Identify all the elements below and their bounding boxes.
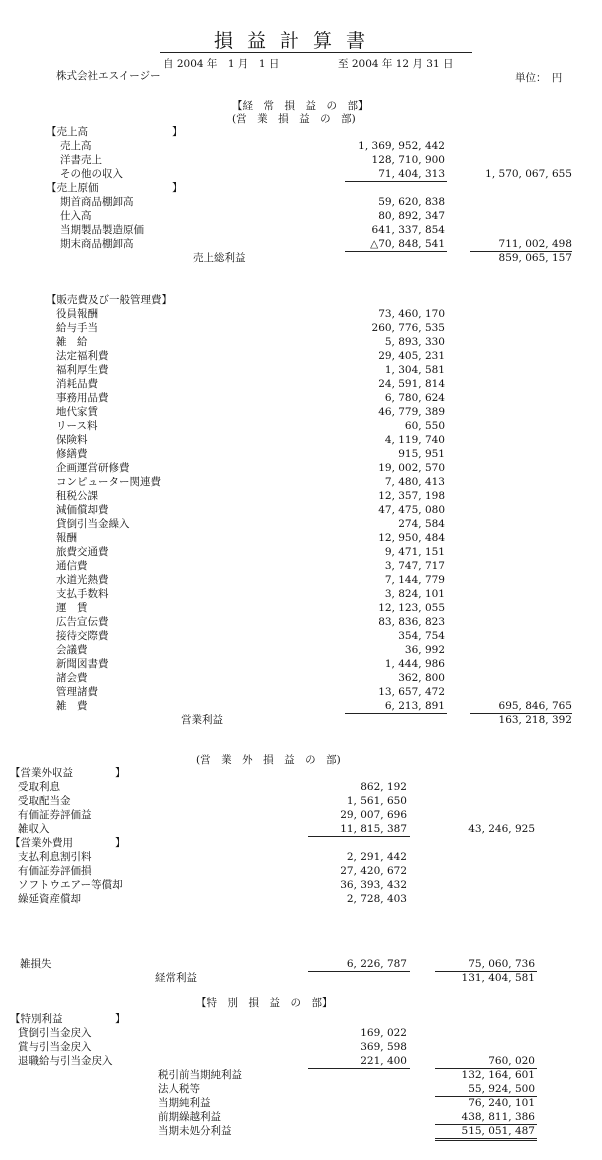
special-gain-value: 369, 598	[360, 1041, 407, 1053]
sales-value: 128, 710, 900	[371, 154, 445, 166]
operating-heading: (営 業 損 益 の 部)	[232, 113, 356, 125]
non-op-income-head: 【営業外収益 】	[10, 767, 126, 779]
sga-label: 支払手数料	[56, 588, 109, 600]
sga-value: 46, 779, 389	[378, 406, 445, 418]
sga-label: 広告宣伝費	[56, 616, 109, 628]
non-op-income-total: 43, 246, 925	[468, 823, 535, 835]
sga-subtotal-line	[345, 713, 447, 714]
sga-value: 12, 123, 055	[378, 602, 445, 614]
non-op-income-label: 有価証券評価益	[18, 809, 92, 821]
non-op-income-value: 29, 007, 696	[340, 809, 407, 821]
summary-label: 当期純利益	[158, 1097, 211, 1109]
non-op-income-label: 受取利息	[18, 781, 60, 793]
sga-value: 19, 002, 570	[378, 462, 445, 474]
sga-label: 企画運営研修費	[56, 462, 130, 474]
sga-label: 雑 費	[56, 700, 88, 712]
sga-value: 60, 550	[404, 420, 445, 432]
sga-value: 29, 405, 231	[378, 350, 445, 362]
sga-label: 会議費	[56, 644, 88, 656]
special-gain-total: 760, 020	[488, 1055, 535, 1067]
non-op-income-label: 雑収入	[18, 823, 50, 835]
final-double-underline	[435, 1138, 537, 1141]
special-gain-subtotal-line	[308, 1068, 410, 1069]
sga-value: 274, 584	[398, 518, 445, 530]
sga-label: 報酬	[56, 532, 77, 544]
summary-value: 438, 811, 386	[461, 1111, 535, 1123]
sga-label: 運 賃	[56, 602, 88, 614]
sga-label: 通信費	[56, 560, 88, 572]
sga-label: 福利厚生費	[56, 364, 109, 376]
special-gain-label: 貸倒引当金戻入	[18, 1027, 92, 1039]
cogs-label: 期首商品棚卸高	[60, 196, 134, 208]
cogs-label: 仕入高	[60, 210, 92, 222]
sga-value: 354, 754	[398, 630, 445, 642]
non-op-expense-label: 有価証券評価損	[18, 865, 92, 877]
special-gain-label: 賞与引当金戻入	[18, 1041, 92, 1053]
special-heading: 【特 別 損 益 の 部】	[196, 997, 333, 1009]
summary-label: 当期未処分利益	[158, 1125, 232, 1137]
special-gain-value: 221, 400	[360, 1055, 407, 1067]
sga-label: 給与手当	[56, 322, 98, 334]
cogs-value: 59, 620, 838	[378, 196, 445, 208]
sga-value: 47, 475, 080	[378, 504, 445, 516]
non-op-income-value: 1, 561, 650	[346, 795, 407, 807]
sales-value: 71, 404, 313	[378, 168, 445, 180]
sga-label: 貸倒引当金繰入	[56, 518, 130, 530]
special-gain-value: 169, 022	[360, 1027, 407, 1039]
non-op-expense-head: 【営業外費用 】	[10, 837, 126, 849]
summary-label: 前期繰越利益	[158, 1111, 221, 1123]
sga-label: 消耗品費	[56, 378, 98, 390]
period-from: 自 2004 年 1 月 1 日	[163, 58, 280, 70]
sga-value: 4, 119, 740	[384, 434, 445, 446]
sga-label: 保険料	[56, 434, 88, 446]
sga-label: 役員報酬	[56, 308, 98, 320]
ordinary-profit-label: 経常利益	[155, 972, 197, 984]
sga-value: 12, 950, 484	[378, 532, 445, 544]
non-op-expense-total: 75, 060, 736	[468, 958, 535, 970]
operating-profit-label: 営業利益	[181, 714, 223, 726]
gross-profit-label: 売上総利益	[193, 252, 246, 264]
company-name: 株式会社エスイージー	[56, 70, 161, 82]
sga-value: 24, 591, 814	[378, 378, 445, 390]
non-op-expense-value: 36, 393, 432	[340, 879, 407, 891]
special-gain-head: 【特別利益 】	[10, 1013, 126, 1025]
sales-total: 1, 570, 067, 655	[485, 168, 572, 180]
sga-label: 諸会費	[56, 672, 88, 684]
sga-value: 6, 213, 891	[384, 700, 445, 712]
cogs-value: 641, 337, 854	[371, 224, 445, 236]
sga-label: 修繕費	[56, 448, 88, 460]
sga-value: 12, 357, 198	[378, 490, 445, 502]
misc-loss-value: 6, 226, 787	[346, 958, 407, 970]
cogs-total: 711, 002, 498	[498, 238, 572, 250]
sga-label: 接待交際費	[56, 630, 109, 642]
ordinary-heading: 【経 常 損 益 の 部】	[232, 100, 369, 112]
title-underline	[160, 52, 472, 53]
non-op-expense-label: 支払利息割引料	[18, 851, 92, 863]
sga-value: 73, 460, 170	[378, 308, 445, 320]
sga-section-head: 【販売費及び一般管理費】	[46, 294, 172, 306]
non-op-expense-value: 2, 291, 442	[346, 851, 407, 863]
sga-label: 水道光熱費	[56, 574, 109, 586]
non-op-income-value: 11, 815, 387	[340, 823, 407, 835]
non-op-income-value: 862, 192	[360, 781, 407, 793]
summary-value: 55, 924, 500	[468, 1083, 535, 1095]
cogs-label: 当期製品製造原価	[60, 224, 144, 236]
sga-value: 6, 780, 624	[384, 392, 445, 404]
unit-label: 単位： 円	[515, 72, 563, 84]
non-op-expense-label: 繰延資産償却	[18, 893, 81, 905]
sga-value: 260, 776, 535	[371, 322, 445, 334]
sales-label: その他の収入	[60, 168, 123, 180]
ordinary-profit-value: 131, 404, 581	[461, 972, 535, 984]
misc-loss-label: 雑損失	[20, 958, 52, 970]
sga-label: 減価償却費	[56, 504, 109, 516]
sga-label: 事務用品費	[56, 392, 109, 404]
cogs-value: 80, 892, 347	[378, 210, 445, 222]
sga-label: 管理諸費	[56, 686, 98, 698]
sga-label: 法定福利費	[56, 350, 109, 362]
sga-value: 7, 144, 779	[384, 574, 445, 586]
non-op-expense-label: ソフトウエアー等償却	[18, 879, 123, 891]
sga-label: 雑 給	[56, 336, 88, 348]
summary-value: 515, 051, 487	[461, 1125, 535, 1137]
sga-value: 1, 304, 581	[384, 364, 445, 376]
summary-label: 税引前当期純利益	[158, 1069, 242, 1081]
cogs-section-head: 【売上原価 】	[46, 182, 183, 194]
sga-total: 695, 846, 765	[498, 700, 572, 712]
cogs-label: 期末商品棚卸高	[60, 238, 134, 250]
sga-value: 36, 992	[404, 644, 445, 656]
sga-label: 新聞図書費	[56, 658, 109, 670]
sga-value: 13, 657, 472	[378, 686, 445, 698]
sga-label: 地代家賃	[56, 406, 98, 418]
sga-value: 9, 471, 151	[384, 546, 445, 558]
non-operating-heading: (営 業 外 損 益 の 部)	[196, 754, 341, 766]
special-gain-label: 退職給与引当金戻入	[18, 1055, 113, 1067]
non-op-expense-value: 2, 728, 403	[346, 893, 407, 905]
sga-value: 915, 951	[398, 448, 445, 460]
sales-label: 洋書売上	[60, 154, 102, 166]
sga-label: リース料	[56, 420, 98, 432]
sga-label: コンピューター関連費	[56, 476, 161, 488]
sales-value: 1, 369, 952, 442	[358, 140, 445, 152]
summary-value: 76, 240, 101	[468, 1097, 535, 1109]
sga-value: 3, 824, 101	[384, 588, 445, 600]
sales-section-head: 【売上高 】	[46, 126, 183, 138]
sga-value: 5, 893, 330	[384, 336, 445, 348]
operating-profit-value: 163, 218, 392	[498, 714, 572, 726]
summary-value: 132, 164, 601	[461, 1069, 535, 1081]
sga-value: 7, 480, 413	[384, 476, 445, 488]
sales-subtotal-line	[345, 181, 447, 182]
non-op-expense-subtotal-line	[308, 971, 410, 972]
sga-label: 租税公課	[56, 490, 98, 502]
sga-value: 362, 800	[398, 672, 445, 684]
sga-value: 83, 836, 823	[378, 616, 445, 628]
period-to: 至 2004 年 12 月 31 日	[338, 58, 454, 70]
cogs-value: △70, 848, 541	[370, 238, 445, 250]
cogs-subtotal-line	[345, 251, 447, 252]
summary-label: 法人税等	[158, 1083, 200, 1095]
page-title: 損益計算書	[214, 30, 380, 52]
non-op-expense-value: 27, 420, 672	[340, 865, 407, 877]
sga-value: 3, 747, 717	[384, 560, 445, 572]
sales-label: 売上高	[60, 140, 92, 152]
non-op-income-label: 受取配当金	[18, 795, 71, 807]
sga-label: 旅費交通費	[56, 546, 109, 558]
gross-profit-value: 859, 065, 157	[498, 252, 572, 264]
non-op-income-subtotal-line	[308, 836, 410, 837]
sga-value: 1, 444, 986	[384, 658, 445, 670]
